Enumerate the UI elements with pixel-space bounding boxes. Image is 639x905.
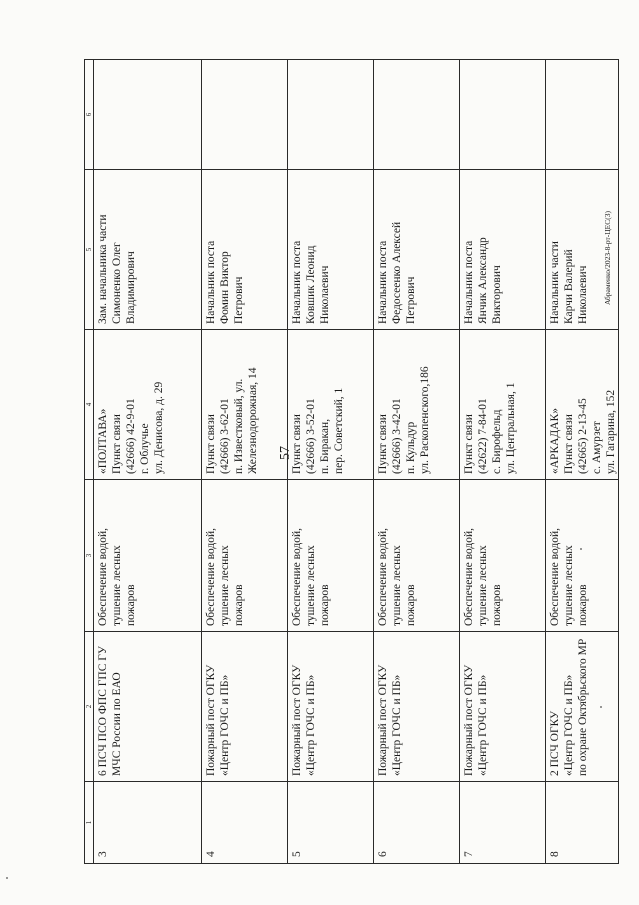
cell-line: Пункт связи xyxy=(205,414,217,474)
note-cell xyxy=(288,60,374,170)
contact-cell xyxy=(94,330,202,480)
cell-line: пожаров xyxy=(577,584,590,626)
cell-line: Ковшик Леонид xyxy=(305,245,318,324)
cell-line: Пункт связи xyxy=(563,414,576,474)
row-number-cell: 5 xyxy=(288,782,374,864)
cell-line: Симоненко Олег xyxy=(111,242,124,324)
cell-line: с. Бирофельд xyxy=(491,409,504,474)
cell-line: тушение лесных xyxy=(305,545,318,626)
cell-line: «Центр ГОЧС и ПБ» xyxy=(391,674,404,776)
cell-line: Начальник поста xyxy=(377,240,389,324)
cell-line: тушение лесных xyxy=(111,545,124,626)
cell-line: ул. Раскопенского,186 xyxy=(419,366,432,474)
column-header-cell: 2 xyxy=(85,632,94,782)
cell-line: Железнодорожная, 14 xyxy=(247,367,260,474)
column-header-cell: 1 xyxy=(85,782,94,864)
cell-line: (42666) 42-9-01 xyxy=(125,398,138,474)
row-number-cell: 6 xyxy=(374,782,460,864)
contact-cell xyxy=(288,330,374,480)
column-header-cell: 3 xyxy=(85,480,94,632)
task-cell xyxy=(94,480,202,632)
cell-line: (42666) 3-52-01 xyxy=(305,398,318,474)
contact-cell xyxy=(460,330,546,480)
column-header-cell: 6 xyxy=(85,60,94,170)
cell-line: Пункт связи xyxy=(377,414,389,474)
cell-line: Викторович xyxy=(491,265,504,324)
table-row xyxy=(288,60,374,864)
cell-line: тушение лесных xyxy=(219,545,232,626)
document-reference-note: Абраменко/2023-8-рт-ЦЕС(3) xyxy=(603,210,612,306)
cell-line: тушение лесных xyxy=(391,545,404,626)
cell-line: Обеспечение водой, xyxy=(205,527,217,626)
table-row xyxy=(374,60,460,864)
scan-speck xyxy=(580,548,582,550)
note-cell xyxy=(94,60,202,170)
cell-line: МЧС России по ЕАО xyxy=(111,672,124,776)
table-area xyxy=(84,60,616,864)
cell-line: (42665) 2-13-45 xyxy=(577,398,590,474)
scan-speck xyxy=(6,877,8,879)
cell-line: пожаров xyxy=(319,584,332,626)
cell-line: по охране Октябрьского МР xyxy=(577,638,590,776)
table-row xyxy=(546,60,619,864)
unit-name-cell xyxy=(460,632,546,782)
responsible-person-cell xyxy=(202,170,288,330)
cell-line: ул. Денисова, д. 29 xyxy=(153,381,166,474)
cell-line: ул. Гагарина, 152 xyxy=(605,389,618,474)
cell-line: (42666) 3-42-01 xyxy=(391,398,404,474)
task-cell xyxy=(374,480,460,632)
cell-line: Фомин Виктор xyxy=(219,251,232,324)
cell-line: «Центр ГОЧС и ПБ» xyxy=(563,674,576,776)
cell-line: Обеспечение водой, xyxy=(549,527,561,626)
cell-line: (42622) 7-84-01 xyxy=(477,398,490,474)
cell-line: Владимирович xyxy=(125,251,138,324)
task-cell xyxy=(460,480,546,632)
cell-line: Обеспечение водой, xyxy=(291,527,303,626)
table-row xyxy=(202,60,288,864)
contacts-table xyxy=(84,59,619,864)
page-number: 57 xyxy=(278,446,293,460)
cell-line: Федосеенко Алексей xyxy=(391,221,404,324)
contact-cell xyxy=(202,330,288,480)
task-cell xyxy=(288,480,374,632)
row-number-cell: 8 xyxy=(546,782,619,864)
responsible-person-cell xyxy=(374,170,460,330)
cell-line: Пожарный пост ОГКУ xyxy=(291,664,303,776)
cell-line: «ПОЛТАВА» xyxy=(97,408,109,474)
note-cell xyxy=(374,60,460,170)
responsible-person-cell xyxy=(288,170,374,330)
cell-line: пожаров xyxy=(233,584,246,626)
scan-speck xyxy=(600,706,602,708)
responsible-person-cell xyxy=(94,170,202,330)
cell-line: Петрович xyxy=(405,276,418,324)
cell-line: 6 ПСЧ ПСО ФПС ГПС ГУ xyxy=(97,645,109,776)
cell-line: Пожарный пост ОГКУ xyxy=(377,664,389,776)
cell-line: Зам. начальника части xyxy=(97,214,109,324)
cell-line: «Центр ГОЧС и ПБ» xyxy=(305,674,318,776)
cell-line: тушение лесных xyxy=(563,545,576,626)
cell-line: Пункт связи xyxy=(463,414,475,474)
cell-line: тушение лесных xyxy=(477,545,490,626)
cell-line: Янчик Александр xyxy=(477,237,490,324)
cell-line: пожаров xyxy=(491,584,504,626)
cell-line: пожаров xyxy=(405,584,418,626)
cell-line: Пожарный пост ОГКУ xyxy=(205,664,217,776)
cell-line: пер. Советский, 1 xyxy=(333,387,346,474)
note-cell xyxy=(460,60,546,170)
column-header-cell: 4 xyxy=(85,330,94,480)
cell-line: Начальник поста xyxy=(463,240,475,324)
cell-line: п. Кульдур xyxy=(405,421,418,474)
cell-line: с. Амурзет xyxy=(591,421,604,474)
table-row xyxy=(460,60,546,864)
cell-line: пожаров xyxy=(125,584,138,626)
unit-name-cell xyxy=(288,632,374,782)
cell-line: 2 ПСЧ ОГКУ xyxy=(549,710,561,776)
responsible-person-cell xyxy=(460,170,546,330)
cell-line: Пункт связи xyxy=(111,414,124,474)
column-number-header xyxy=(85,60,94,864)
row-number-cell: 7 xyxy=(460,782,546,864)
table-row xyxy=(94,60,202,864)
cell-line: Николаевич xyxy=(319,265,332,324)
row-number-cell: 3 xyxy=(94,782,202,864)
cell-line: Начальник части xyxy=(549,241,561,324)
cell-line: «АРКАДАК» xyxy=(549,408,561,474)
cell-line: п. Известковый, ул. xyxy=(233,378,246,474)
cell-line: Пожарный пост ОГКУ xyxy=(463,664,475,776)
cell-line: (42666) 3-62-01 xyxy=(219,398,232,474)
cell-line: Начальник поста xyxy=(205,240,217,324)
contact-cell xyxy=(374,330,460,480)
responsible-person-cell xyxy=(546,170,619,330)
note-cell xyxy=(202,60,288,170)
cell-line: Обеспечение водой, xyxy=(377,527,389,626)
unit-name-cell xyxy=(202,632,288,782)
cell-line: г. Облучье xyxy=(139,423,152,474)
cell-line: «Центр ГОЧС и ПБ» xyxy=(219,674,232,776)
cell-line: «Центр ГОЧС и ПБ» xyxy=(477,674,490,776)
cell-line: п. Биракан, xyxy=(319,418,332,474)
task-cell xyxy=(202,480,288,632)
cell-line: Николаевич xyxy=(577,265,590,324)
row-number-cell: 4 xyxy=(202,782,288,864)
contact-cell xyxy=(546,330,619,480)
unit-name-cell xyxy=(374,632,460,782)
cell-line: Петрович xyxy=(233,276,246,324)
cell-line: Карчи Валерий xyxy=(563,249,576,324)
cell-line: Пункт связи xyxy=(291,414,303,474)
cell-line: Обеспечение водой, xyxy=(97,527,109,626)
task-cell xyxy=(546,480,619,632)
cell-line: Начальник поста xyxy=(291,240,303,324)
cell-line: Обеспечение водой, xyxy=(463,527,475,626)
note-cell xyxy=(546,60,619,170)
unit-name-cell xyxy=(546,632,619,782)
column-header-cell: 5 xyxy=(85,170,94,330)
cell-line: ул. Центральная, 1 xyxy=(505,382,518,474)
unit-name-cell xyxy=(94,632,202,782)
